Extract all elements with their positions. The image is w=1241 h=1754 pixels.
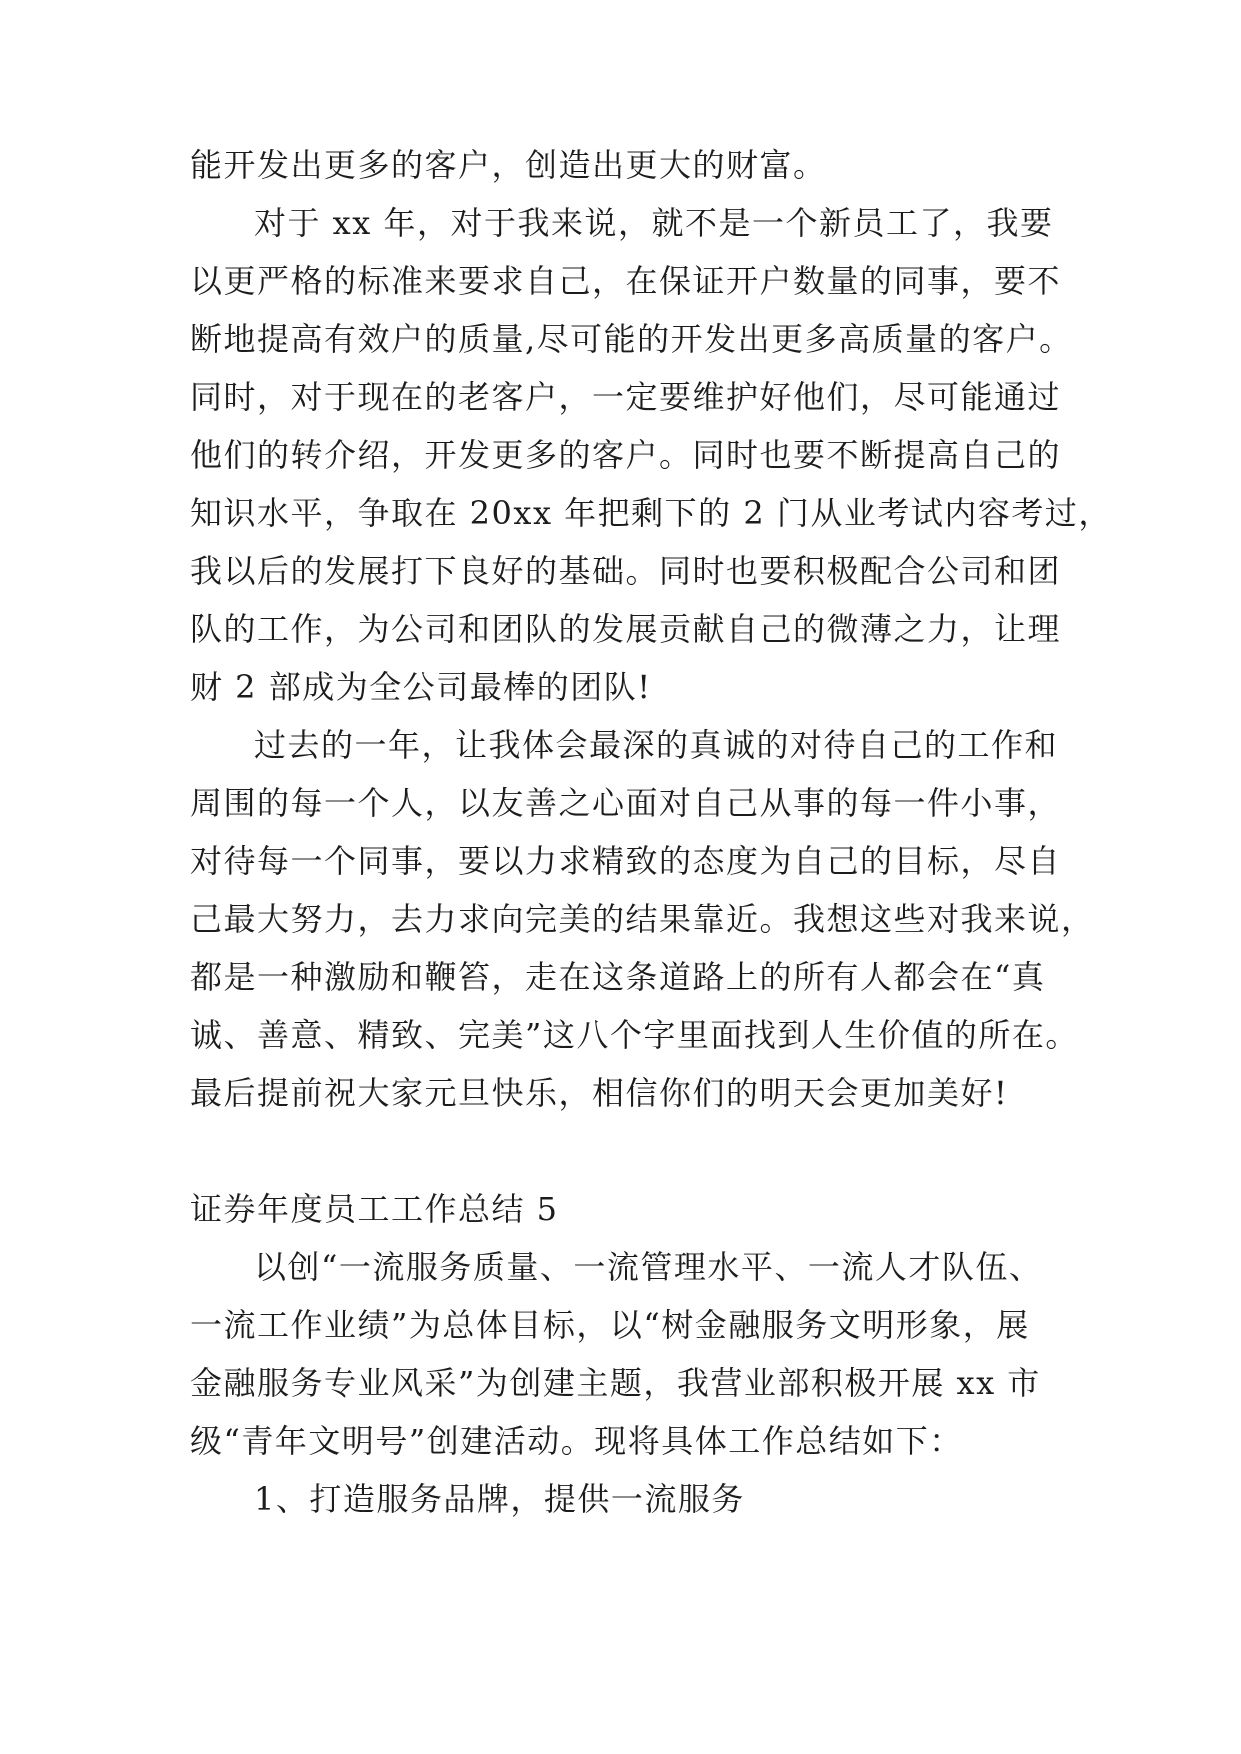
text-line: 一流工作业绩”为总体目标，以“树金融服务文明形象，展 — [190, 1306, 1030, 1344]
text-line: 周围的每一个人，以友善之心面对自己从事的每一件小事， — [190, 784, 1062, 822]
text-line: 己最大努力，去力求向完美的结果靠近。我想这些对我来说， — [190, 900, 1095, 938]
text-line: 能开发出更多的客户，创造出更大的财富。 — [190, 146, 827, 184]
text-line: 队的工作，为公司和团队的发展贡献自己的微薄之力，让理 — [190, 610, 1062, 648]
text-line: 知识水平，争取在 20xx 年把剩下的 2 门从业考试内容考过， — [190, 494, 1112, 532]
text-line: 财 2 部成为全公司最棒的团队! — [190, 668, 652, 706]
text-line: 对待每一个同事，要以力求精致的态度为自己的目标，尽自 — [190, 842, 1062, 880]
text-line: 以更严格的标准来要求自己，在保证开户数量的同事，要不 — [190, 262, 1062, 300]
text-line: 同时，对于现在的老客户，一定要维护好他们，尽可能通过 — [190, 378, 1062, 416]
text-line: 诚、善意、精致、完美”这八个字里面找到人生价值的所在。 — [190, 1016, 1079, 1054]
text-line: 金融服务专业风采”为创建主题，我营业部积极开展 xx 市 — [190, 1364, 1041, 1402]
section-heading: 证券年度员工工作总结 5 — [190, 1190, 559, 1228]
text-line: 我以后的发展打下良好的基础。同时也要积极配合公司和团 — [190, 552, 1062, 590]
text-line: 断地提高有效户的质量,尽可能的开发出更多高质量的客户。 — [190, 320, 1073, 358]
text-line: 都是一种激励和鞭笞，走在这条道路上的所有人都会在“真 — [190, 958, 1046, 996]
text-line: 他们的转介绍，开发更多的客户。同时也要不断提高自己的 — [190, 436, 1062, 474]
paragraph-start-line: 对于 xx 年，对于我来说，就不是一个新员工了，我要 — [254, 204, 1054, 242]
text-line: 级“青年文明号”创建活动。现将具体工作总结如下： — [190, 1422, 963, 1460]
list-item-heading: 1、打造服务品牌，提供一流服务 — [254, 1480, 745, 1518]
text-line: 最后提前祝大家元旦快乐，相信你们的明天会更加美好! — [190, 1074, 1009, 1112]
paragraph-start-line: 过去的一年，让我体会最深的真诚的对待自己的工作和 — [254, 726, 1059, 764]
paragraph-start-line: 以创“一流服务质量、一流管理水平、一流人才队伍、 — [254, 1248, 1043, 1286]
